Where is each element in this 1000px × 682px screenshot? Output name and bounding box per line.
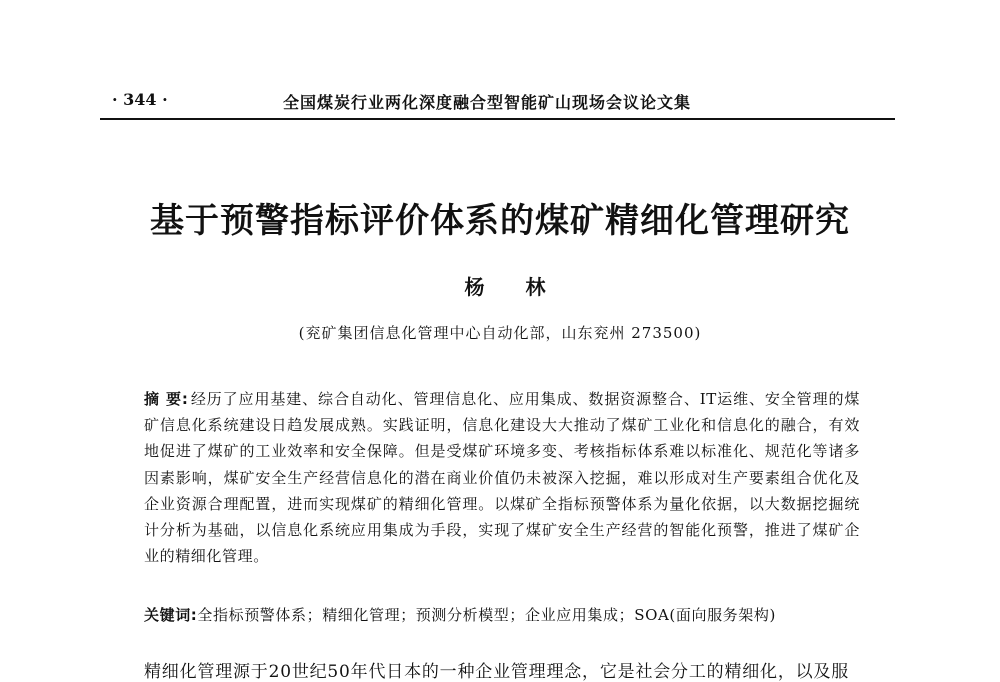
abstract — [144, 386, 860, 569]
abstract-text: 经历了应用基建、综合自动化、管理信息化、应用集成、数据资源整合、IT运维、安全管理的煤矿信息化系统建设日趋发展成熟。实践证明，信息化建设大大推动了煤矿工业化和信息化的融合，有效地促进了煤矿的工业效率和安全保障。但是受煤矿环境多变、考核指标体系难以标准化、规范化等诸多因素影响，煤矿安全生产经营信息化的潜在商业价值仍未被深入挖掘，难以形成对生产要素组合优化及企业资源合理配置，进而实现煤矿的精细化管理。以煤矿全指标预警体系为量化依据，以大数据挖掘统计分析为基础，以信息化系统应用集成为手段，实现了煤矿安全生产经营的智能化预警，推进了煤矿企业的精细化管理。 — [144, 390, 860, 566]
journal-title: 全国煤炭行业两化深度融合型智能矿山现场会议论文集 — [283, 93, 692, 112]
body-paragraph: 精细化管理源于20世纪50年代日本的一种企业管理理念，它是社会分工的精细化，以及服 — [144, 662, 850, 682]
keywords-text: 全指标预警体系；精细化管理；预测分析模型；企业应用集成；SOA(面向服务架构) — [197, 606, 776, 624]
page-number: · 344 · — [112, 90, 168, 109]
running-header — [100, 88, 895, 116]
keywords-label: 关键词: — [144, 606, 198, 624]
article-title: 基于预警指标评价体系的煤矿精细化管理研究 — [150, 201, 850, 241]
author-name: 杨 林 — [464, 275, 546, 299]
header-divider — [100, 118, 895, 120]
author-affiliation: (兖矿集团信息化管理中心自动化部，山东兖州 273500) — [298, 324, 702, 342]
keywords — [144, 604, 860, 625]
abstract-label: 摘 要: — [144, 390, 189, 408]
